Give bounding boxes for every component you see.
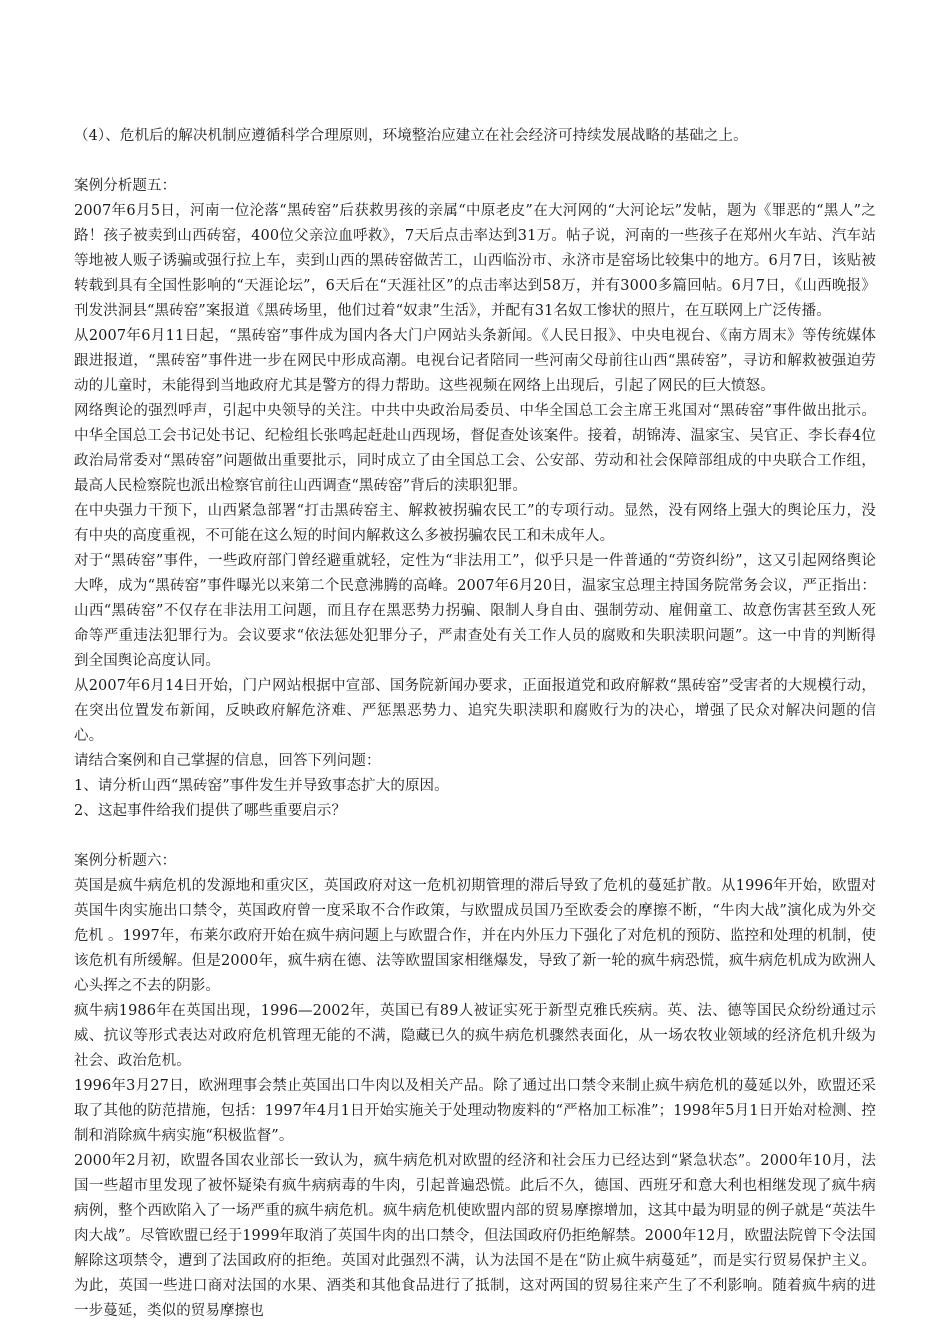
- case5-paragraph: 2007年6月5日，河南一位沦落“黑砖窑”后获救男孩的亲属“中原老皮”在大河网的“大河论坛”发帖，题为《罪恶的“黑人”之路！孩子被卖到山西砖窑，400位父亲泣血呼救》，7天后点击率达到31万。帖子说，河南的一些孩子在郑州火车站、汽车站等地被人贩子诱骗或强行拉上车，卖到山西的黑砖窑做苦工，山西临汾市、永济市是窑场比较集中的地方。6月7日，该贴被转载到具有全国性影响的“天涯论坛”，6天后在“天涯社区”的点击率达到58万，并有3000多篇回帖。6月7日，《山西晚报》刊发洪洞县“黑砖窑”案报道《黑砖场里，他们过着“奴隶”生活》，并配有31名奴工惨状的照片，在互联网上广泛传播。: [74, 203, 876, 319]
- case5-paragraph: 从2007年6月14日开始，门户网站根据中宣部、国务院新闻办要求，正面报道党和政府解救“黑砖窑”受害者的大规模行动，在突出位置发布新闻，反映政府解危济难、严惩黑恶势力、追究失职渎职和腐败行为的决心，增强了民众对解决问题的信心。: [74, 678, 876, 744]
- case6-paragraph: 2000年2月初，欧盟各国农业部长一致认为，疯牛病危机对欧盟的经济和社会压力已经达到“紧急状态”。2000年10月，法国一些超市里发现了被怀疑染有疯牛病病毒的牛肉，引起普遍恐慌。此后不久，德国、西班牙和意大利也相继发现了疯牛病病例，整个西欧陷入了一场严重的疯牛病危机。疯牛病危机使欧盟内部的贸易摩擦增加，这其中最为明显的例子就是“英法牛肉大战”。尽管欧盟已经于1999年取消了英国牛肉的出口禁令，但法国政府仍拒绝解禁。2000年12月，欧盟法院曾下令法国解除这项禁令，遭到了法国政府的拒绝。英国对此强烈不满，认为法国不是在“防止疯牛病蔓延”，而是实行贸易保护主义。为此，英国一些进口商对法国的水果、酒类和其他食品进行了抵制，这对两国的贸易往来产生了不利影响。随着疯牛病的进一步蔓延，类似的贸易摩擦也: [74, 1153, 876, 1319]
- spacer: [74, 149, 876, 174]
- intro-point: （4）、危机后的解决机制应遵循科学合理原则，环境整治应建立在社会经济可持续发展战略的基础之上。: [74, 128, 748, 144]
- case6-paragraph: 疯牛病1986年在英国出现，1996—2002年，英国已有89人被证实死于新型克雅氏疾病。英、法、德等国民众纷纷通过示威、抗议等形式表达对政府危机管理无能的不满，隐藏已久的疯牛病危机骤然表面化，从一场农牧业领域的经济危机升级为社会、政治危机。: [74, 1003, 876, 1069]
- case5-heading: 案例分析题五：: [74, 178, 177, 194]
- case6-heading: 案例分析题六：: [74, 853, 177, 869]
- case5-prompt: 请结合案例和自己掌握的信息，回答下列问题：: [74, 753, 381, 769]
- case5-paragraph: 从2007年6月11日起，“黑砖窑”事件成为国内各大门户网站头条新闻。《人民日报》、中央电视台、《南方周末》等传统媒体跟进报道，“黑砖窑”事件进一步在网民中形成高潮。电视台记者陪同一些河南父母前往山西“黑砖窑”，寻访和解救被强迫劳动的儿童时，未能得到当地政府尤其是警方的得力帮助。这些视频在网络上出现后，引起了网民的巨大愤怒。: [74, 328, 876, 394]
- case5-paragraph: 网络舆论的强烈呼声，引起中央领导的关注。中共中央政治局委员、中华全国总工会主席王兆国对“黑砖窑”事件做出批示。中华全国总工会书记处书记、纪检组长张鸣起赶赴山西现场，督促查处该案件。接着，胡锦涛、温家宝、吴官正、李长春4位政治局常委对“黑砖窑”问题做出重要批示，同时成立了由全国总工会、公安部、劳动和社会保障部组成的中央联合工作组，最高人民检察院也派出检察官前往山西调查“黑砖窑”背后的渎职犯罪。: [74, 403, 876, 494]
- case5-paragraph: 对于“黑砖窑”事件，一些政府部门曾经避重就轻，定性为“非法用工”，似乎只是一件普通的“劳资纠纷”，这又引起网络舆论大哗，成为“黑砖窑”事件曝光以来第二个民意沸腾的高峰。2007年6月20日，温家宝总理主持国务院常务会议，严正指出：山西“黑砖窑”不仅存在非法用工问题，而且存在黑恶势力拐骗、限制人身自由、强制劳动、雇佣童工、故意伤害甚至致人死命等严重违法犯罪行为。会议要求“依法惩处犯罪分子，严肃查处有关工作人员的腐败和失职渎职问题”。这一中肯的判断得到全国舆论高度认同。: [74, 553, 876, 669]
- case6-paragraph: 1996年3月27日，欧洲理事会禁止英国出口牛肉以及相关产品。除了通过出口禁令来制止疯牛病危机的蔓延以外，欧盟还采取了其他的防范措施，包括：1997年4月1日开始实施关于处理动物废料的“严格加工标准”；1998年5月1日开始对检测、控制和消除疯牛病实施“积极监督”。: [74, 1078, 876, 1144]
- document-body: [74, 124, 876, 1324]
- case5-question-2: 2、这起事件给我们提供了哪些重要启示？: [74, 803, 347, 819]
- case5-question-1: 1、请分析山西“黑砖窑”事件发生并导致事态扩大的原因。: [74, 778, 449, 794]
- case5-paragraph: 在中央强力干预下，山西紧急部署“打击黑砖窑主、解救被拐骗农民工”的专项行动。显然，没有网络上强大的舆论压力，没有中央的高度重视，不可能在这么短的时间内解救这么多被拐骗农民工和未成年人。: [74, 503, 876, 544]
- spacer: [74, 824, 876, 849]
- case6-paragraph: 英国是疯牛病危机的发源地和重灾区，英国政府对这一危机初期管理的滞后导致了危机的蔓延扩散。从1996年开始，欧盟对英国牛肉实施出口禁令，英国政府曾一度采取不合作政策，与欧盟成员国乃至欧委会的摩擦不断，“牛肉大战”演化成为外交危机 。1997年，布莱尔政府开始在疯牛病问题上与欧盟合作，并在内外压力下强化了对危机的预防、监控和处理的机制，使该危机有所缓解。但是2000年，疯牛病在德、法等欧盟国家相继爆发，导致了新一轮的疯牛病恐慌，疯牛病危机成为欧洲人心头挥之不去的阴影。: [74, 878, 876, 994]
